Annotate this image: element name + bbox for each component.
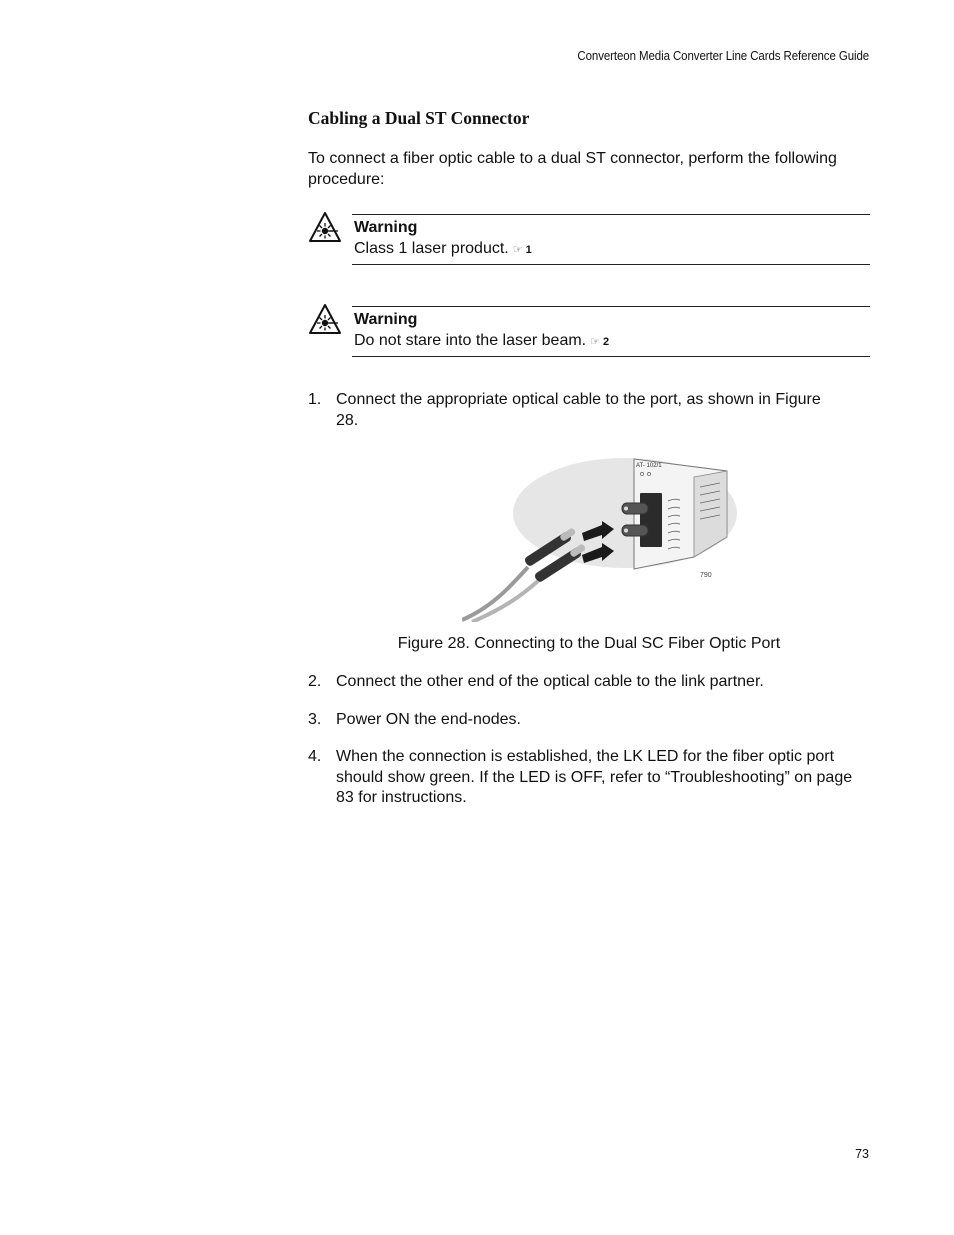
step-number: 1. xyxy=(308,391,322,408)
step-2 xyxy=(308,672,870,693)
fiber-connection-figure xyxy=(462,457,742,622)
step-3 xyxy=(308,710,870,731)
warning-title: Warning xyxy=(354,219,418,236)
step-number: 4. xyxy=(308,748,322,765)
warning-text: Do not stare into the laser beam. ☞ 2 xyxy=(354,332,610,349)
warning-box-2 xyxy=(352,306,870,357)
step-1 xyxy=(308,390,828,431)
warning-title: Warning xyxy=(354,311,418,328)
intro-paragraph: To connect a fiber optic cable to a dual ST connector, perform the following procedure: xyxy=(308,150,837,188)
figure-id-label: 790 xyxy=(700,572,712,579)
laser-warning-icon xyxy=(308,211,342,243)
section-title: Cabling a Dual ST Connector xyxy=(308,108,530,128)
warning-box-1 xyxy=(352,214,870,265)
step-text: Connect the appropriate optical cable to the port, as shown in Figure 28. xyxy=(336,391,821,429)
step-4 xyxy=(308,747,870,809)
hand-pointer-icon: ☞ xyxy=(590,336,600,348)
hand-pointer-icon: ☞ xyxy=(512,244,523,256)
laser-warning-icon xyxy=(308,303,342,335)
warning-ref: 2 xyxy=(603,336,610,348)
step-number: 3. xyxy=(308,711,322,728)
warning-ref: 1 xyxy=(525,244,532,256)
step-text: Connect the other end of the optical cable to the link partner. xyxy=(336,673,764,690)
device-label: AT- 102/1 xyxy=(636,463,662,469)
figure-caption: Figure 28. Connecting to the Dual SC Fiber Optic Port xyxy=(397,635,781,652)
running-header: Converteon Media Converter Line Cards Reference Guide xyxy=(577,49,869,63)
step-text: When the connection is established, the LK LED for the fiber optic port should show green. If the LED is OFF, refer to “Troubleshooting” on page 83 for instructions. xyxy=(336,748,853,806)
warning-text: Class 1 laser product. ☞ 1 xyxy=(354,240,532,257)
page-number: 73 xyxy=(855,1147,869,1161)
step-text: Power ON the end-nodes. xyxy=(336,711,521,728)
step-number: 2. xyxy=(308,673,322,690)
